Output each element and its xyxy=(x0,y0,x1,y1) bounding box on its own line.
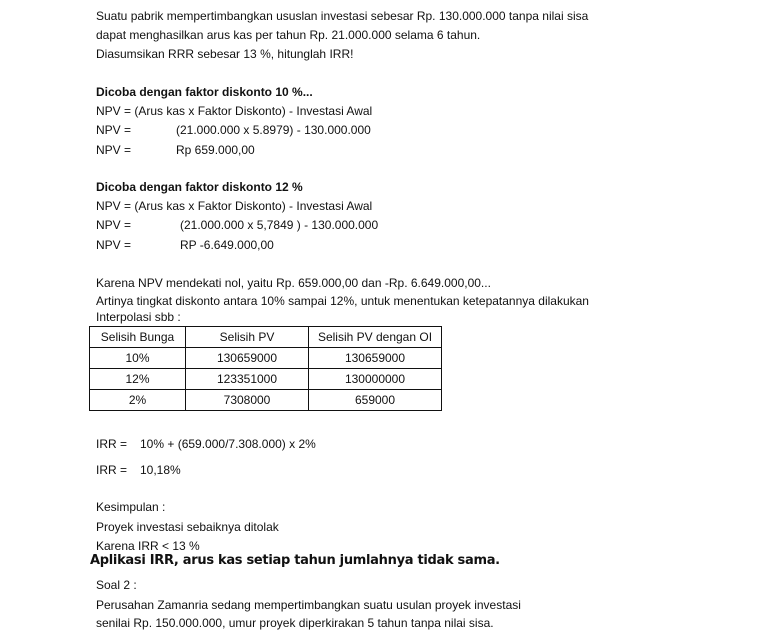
interpolation-table xyxy=(89,326,442,411)
trial-12-heading: Dicoba dengan faktor diskonto 12 % xyxy=(96,180,303,194)
table-cell: 659000 xyxy=(309,390,442,411)
table-cell: 130000000 xyxy=(309,369,442,390)
table-header-cell: Selisih Bunga xyxy=(90,327,186,348)
irr-row-1-label: IRR = xyxy=(96,437,128,451)
irr-row-1-value: 10% + (659.000/7.308.000) x 2% xyxy=(140,437,316,451)
section-2-line-1: Perusahan Zamanria sedang mempertimbangkan suatu usulan proyek investasi xyxy=(96,598,521,612)
problem-line-3: Diasumsikan RRR sebesar 13 %, hitunglah IRR! xyxy=(96,47,354,61)
table-cell: 7308000 xyxy=(186,390,309,411)
trial-10-row-2-label: NPV = xyxy=(96,143,132,157)
irr-row-2-label: IRR = xyxy=(96,463,128,477)
table-cell: 2% xyxy=(90,390,186,411)
table-header-cell: Selisih PV dengan OI xyxy=(309,327,442,348)
trial-12-row-1-label: NPV = xyxy=(96,218,132,232)
table-cell: 130659000 xyxy=(186,348,309,369)
table-cell: 130659000 xyxy=(309,348,442,369)
trial-12-row-2-label: NPV = xyxy=(96,238,132,252)
table-cell: 10% xyxy=(90,348,186,369)
problem-line-1: Suatu pabrik mempertimbangkan ususlan investasi sebesar Rp. 130.000.000 tanpa nilai sisa xyxy=(96,9,589,23)
explanation-line-2: Artinya tingkat diskonto antara 10% sampai 12%, untuk menentukan ketepatannya dilakukan xyxy=(96,294,589,308)
conclusion-line-2: Karena IRR < 13 % xyxy=(96,539,200,553)
trial-10-row-2-value: Rp 659.000,00 xyxy=(176,143,255,157)
trial-10-row-1-label: NPV = xyxy=(96,123,132,137)
irr-row-2-value: 10,18% xyxy=(140,463,181,477)
trial-10-formula: NPV = (Arus kas x Faktor Diskonto) - Investasi Awal xyxy=(96,104,373,118)
trial-12-row-1-value: (21.000.000 x 5,7849 ) - 130.000.000 xyxy=(180,218,379,232)
table-header-cell: Selisih PV xyxy=(186,327,309,348)
table-cell: 12% xyxy=(90,369,186,390)
section-2-line-2: senilai Rp. 150.000.000, umur proyek diperkirakan 5 tahun tanpa nilai sisa. xyxy=(96,616,494,630)
trial-10-row-1-value: (21.000.000 x 5.8979) - 130.000.000 xyxy=(176,123,371,137)
table-header-row xyxy=(90,327,442,348)
conclusion-line-1: Proyek investasi sebaiknya ditolak xyxy=(96,520,279,534)
table-row xyxy=(90,348,442,369)
conclusion-heading: Kesimpulan : xyxy=(96,500,166,514)
table-cell: 123351000 xyxy=(186,369,309,390)
trial-10-heading: Dicoba dengan faktor diskonto 10 %... xyxy=(96,85,313,99)
problem-line-2: dapat menghasilkan arus kas per tahun Rp. 21.000.000 selama 6 tahun. xyxy=(96,28,481,42)
explanation-line-1: Karena NPV mendekati nol, yaitu Rp. 659.000,00 dan -Rp. 6.649.000,00... xyxy=(96,276,491,290)
soal-2-label: Soal 2 : xyxy=(96,578,137,592)
table-row xyxy=(90,390,442,411)
trial-12-formula: NPV = (Arus kas x Faktor Diskonto) - Investasi Awal xyxy=(96,199,373,213)
trial-12-row-2-value: RP -6.649.000,00 xyxy=(180,238,274,252)
section-2-heading: Aplikasi IRR, arus kas setiap tahun jumlahnya tidak sama. xyxy=(90,553,500,568)
explanation-line-3: Interpolasi sbb : xyxy=(96,310,181,324)
table-row xyxy=(90,369,442,390)
